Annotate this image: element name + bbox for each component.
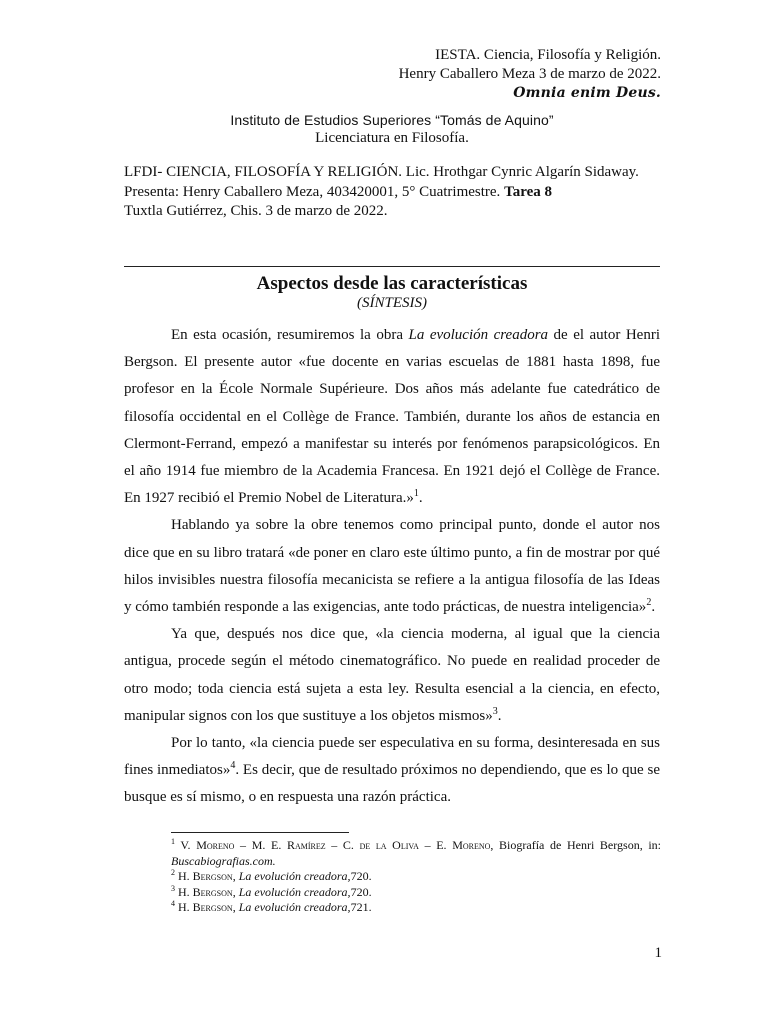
p4-text-a: Por lo tanto, «la ciencia puede ser especulativa en su forma, desinteresada en sus fines inmediatos» (124, 735, 660, 779)
footnote-1 (171, 838, 661, 869)
fn1-initial: V. (175, 838, 197, 852)
running-header (399, 46, 661, 103)
institution-name: Instituto de Estudios Superiores “Tomás de Aquino” (230, 112, 554, 128)
body-text (124, 322, 660, 812)
p1-end: . (418, 490, 423, 507)
footnote-number: 3 (171, 883, 175, 893)
fn2-author-cap: H. B (175, 869, 201, 883)
fn3-page: 720. (350, 884, 372, 899)
course-line: LFDI- CIENCIA, FILOSOFÍA Y RELIGIÓN. Lic. Hrothgar Cynric Algarín Sidaway. (124, 164, 639, 180)
fn1-author4-rest: oreno (462, 838, 491, 852)
paragraph-2 (124, 512, 660, 621)
place-date-line: Tuxtla Gutiérrez, Chis. 3 de marzo de 2022. (124, 203, 388, 219)
footnote-4 (171, 900, 661, 916)
p3-text: Ya que, después nos dice que, «la ciencia moderna, al igual que la ciencia antigua, procede según el método cinematográfico. No puede en realidad proceder de otro modo; toda ciencia está sujeta a esta ley. Resulta esencial a la ciencia, en efecto, manipular signos con los que sustituye a los objetos mismos» (124, 626, 660, 724)
header-motto: Omnia enim Deus. (513, 85, 661, 101)
footnote-ref-3[interactable]: 3 (492, 705, 498, 717)
paragraph-4 (124, 730, 660, 812)
fn3-work: La evolución creadora, (238, 884, 351, 899)
fn1-author3-rest: liva (400, 838, 419, 852)
footnote-ref-2[interactable]: 2 (646, 597, 652, 609)
footnote-2 (171, 869, 661, 885)
footnote-number: 1 (171, 837, 175, 846)
fn4-page: 721. (350, 900, 372, 914)
p1-text-b: de el autor Henri Bergson. El presente autor «fue docente en varias escuelas de 1881 hasta 1898, fue profesor en la École Normale Supérieure. Dos años más adelante fue catedrático de filosofía occidental en el Collège de France. También, durante los años de estancia en Clermont-Ferrand, empezó a manifestar su interés por fenómenos parapsicológicos. En el año 1914 fue miembro de la Academia Francesa. En 1921 dejó el Collège de France. En 1927 recibió el Premio Nobel de Literatura.» (124, 327, 660, 507)
p1-text-a: En esta ocasión, resumiremos la obra (171, 327, 409, 343)
fn3-author-cap: H. B (175, 884, 201, 899)
document-subtitle: (SÍNTESIS) (357, 295, 427, 311)
fn1-author1-rest: oreno (206, 838, 235, 852)
footnote-number: 2 (171, 868, 175, 877)
fn1-title: , Biografía de Henri Bergson, in: (490, 838, 662, 852)
p1-work-title: La evolución creadora (408, 327, 549, 343)
paragraph-1 (124, 322, 660, 512)
fn2-work: La evolución creadora, (238, 869, 351, 883)
fn2-page: 720. (350, 869, 372, 883)
fn1-author3-particle: de la (359, 838, 387, 852)
fn1-author1-cap: M (196, 838, 207, 852)
paragraph-3 (124, 621, 660, 730)
fn3-author-rest: ergson (200, 884, 233, 899)
fn1-author3-initial: – C. (325, 838, 360, 852)
fn4-author-rest: ergson (200, 900, 233, 914)
institution-block (0, 111, 768, 147)
footnotes (171, 838, 661, 916)
assignment-label: Tarea 8 (504, 183, 552, 200)
fn1-source-link[interactable]: Buscabiografias.com. (171, 853, 276, 868)
header-line-course: IESTA. Ciencia, Filosofía y Religión. (435, 47, 661, 63)
presenter-line (124, 183, 684, 203)
p2-end: . (651, 599, 656, 616)
degree-name: Licenciatura en Filosofía. (315, 130, 469, 146)
fn1-author3-cap: O (386, 838, 401, 852)
fn2-sep: , (232, 869, 239, 883)
presenter-text: Presenta: Henry Caballero Meza, 403420001, 5° Cuatrimestre. (124, 183, 501, 200)
footnote-separator (171, 832, 349, 833)
fn4-author-cap: H. B (175, 900, 201, 914)
fn3-sep: , (232, 884, 239, 899)
footnote-ref-4[interactable]: 4 (230, 760, 236, 772)
footnote-ref-1[interactable]: 1 (413, 488, 419, 500)
p3-end: . (497, 707, 502, 724)
page-number: 1 (654, 945, 662, 961)
footnote-3 (171, 885, 661, 901)
fn1-author4-initial: – E. (418, 838, 453, 852)
p4-text-b: . Es decir, que de resultado próximos no dependiendo, que es lo que se busque es sí mismo, o en respuesta una razón práctica. (124, 762, 660, 806)
fn4-sep: , (232, 900, 239, 914)
course-info (124, 163, 684, 222)
document-title: Aspectos desde las características (256, 273, 528, 294)
header-line-author-date: Henry Caballero Meza 3 de marzo de 2022. (398, 66, 661, 82)
p2-text: Hablando ya sobre la obre tenemos como principal punto, donde el autor nos dice que en su libro tratará «de poner en claro este último punto, a fin de mostrar por qué hilos invisibles nuestra filosofía mecanicista se refiere a la antigua filosofía de las Ideas y cómo también responde a las exigencias, ante todo prácticas, de nuestra inteligencia» (124, 517, 660, 616)
footnote-number: 4 (171, 899, 175, 908)
title-rule (124, 266, 660, 267)
fn1-author4-cap: M (452, 838, 463, 852)
fn1-author2-cap: R (286, 838, 295, 852)
fn1-author2-initials: – M. E. (234, 838, 287, 852)
fn4-work: La evolución creadora, (238, 900, 351, 914)
fn1-author2-rest: amírez (294, 838, 326, 852)
fn2-author-rest: ergson (200, 869, 233, 883)
